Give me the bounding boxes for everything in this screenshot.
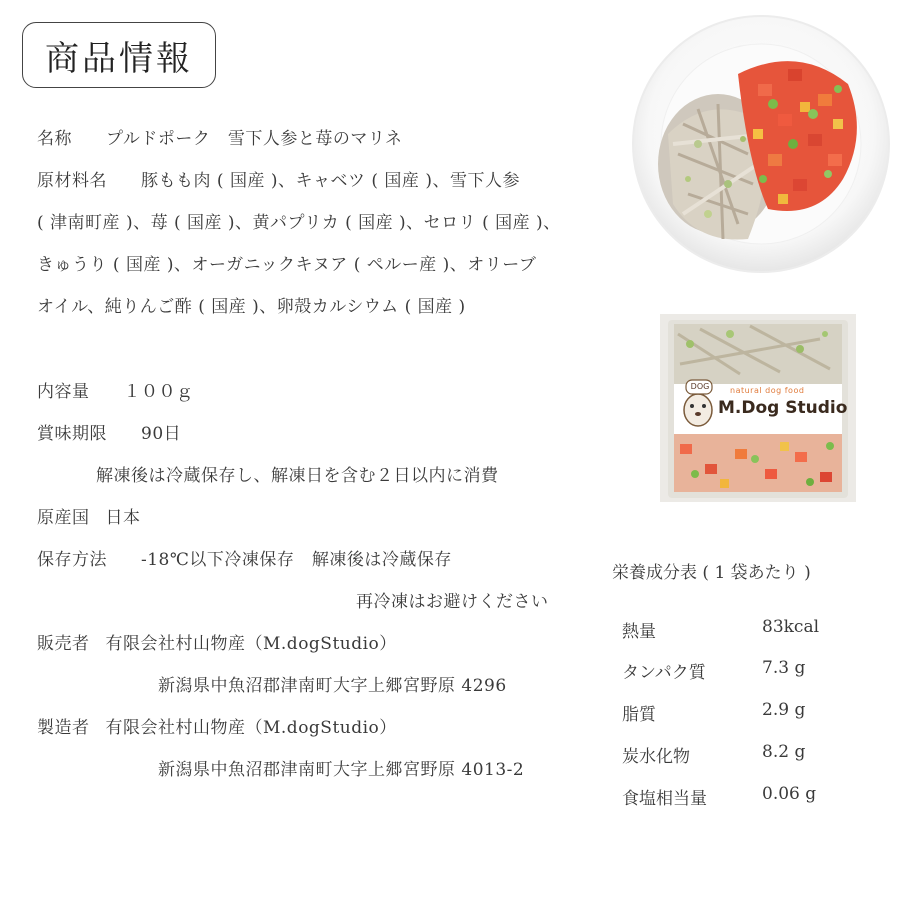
seller-row [37, 629, 397, 654]
origin-label: 原産国 [37, 508, 90, 528]
page-title: 商品情報 [22, 22, 216, 88]
volume-row [37, 377, 194, 402]
origin-row [37, 503, 141, 528]
name-row [37, 124, 402, 149]
nutrition-label: 食塩相当量 [622, 789, 707, 809]
ingredients-label: 原材料名 [37, 171, 107, 191]
nutrition-value: 0.06 g [762, 784, 817, 804]
maker-name: 有限会社村山物産（M.dogStudio） [105, 718, 397, 738]
storage-row [37, 545, 452, 570]
nutrition-label: 脂質 [622, 705, 656, 725]
volume-label: 内容量 [37, 382, 90, 402]
nutrition-row [622, 784, 842, 810]
storage-value: -18℃以下冷凍保存 解凍後は冷蔵保存 [141, 550, 452, 570]
ingredients-line-1: 豚もも肉 ( 国産 )、キャベツ ( 国産 )、雪下人参 [141, 171, 520, 191]
expiry-label: 賞味期限 [37, 424, 107, 444]
expiry-value: 90日 [141, 424, 182, 444]
nutrition-value: 2.9 g [762, 700, 806, 720]
plate-photo [628, 14, 894, 280]
logo-tag: DOG [690, 382, 710, 391]
nutrition-label: 熱量 [622, 622, 656, 642]
nutrition-title: 栄養成分表 ( 1 袋あたり ) [612, 563, 811, 583]
seller-label: 販売者 [37, 634, 90, 654]
name-value: プルドポーク 雪下人参と苺のマリネ [106, 129, 403, 149]
ingredients-line-2: ( 津南町産 )、苺 ( 国産 )、黄パプリカ ( 国産 )、セロリ ( 国産 )、 [37, 213, 561, 233]
nutrition-label: 炭水化物 [622, 747, 690, 767]
nutrition-row [622, 617, 842, 643]
seller-address: 新潟県中魚沼郡津南町大字上郷宮野原 4296 [158, 676, 507, 696]
logo-subtitle: natural dog food [730, 386, 805, 395]
name-label: 名称 [37, 129, 72, 149]
nutrition-value: 8.2 g [762, 742, 806, 762]
expiry-row [37, 419, 181, 444]
package-photo [660, 314, 856, 502]
ingredients-line-3: きゅうり ( 国産 )、オーガニックキヌア ( ペルー産 )、オリーブ [37, 255, 537, 275]
ingredients-line-4: オイル、純りんご酢 ( 国産 )、卵殻カルシウム ( 国産 ) [37, 297, 466, 317]
storage-note: 再冷凍はお避けください [356, 592, 549, 612]
nutrition-row [622, 700, 842, 726]
volume-value: １００ｇ [123, 382, 194, 402]
nutrition-value: 7.3 g [762, 658, 806, 678]
expiry-note: 解凍後は冷蔵保存し、解凍日を含む２日以内に消費 [96, 466, 499, 486]
nutrition-row [622, 742, 842, 768]
logo-main: M.Dog Studio [718, 398, 848, 418]
origin-value: 日本 [105, 508, 141, 528]
nutrition-value: 83kcal [762, 617, 820, 637]
seller-name: 有限会社村山物産（M.dogStudio） [105, 634, 397, 654]
nutrition-label: タンパク質 [622, 663, 706, 683]
maker-row [37, 713, 397, 738]
ingredients-row [37, 166, 520, 191]
maker-address: 新潟県中魚沼郡津南町大字上郷宮野原 4013-2 [158, 760, 525, 780]
storage-label: 保存方法 [37, 550, 107, 570]
maker-label: 製造者 [37, 718, 90, 738]
nutrition-row [622, 658, 842, 684]
